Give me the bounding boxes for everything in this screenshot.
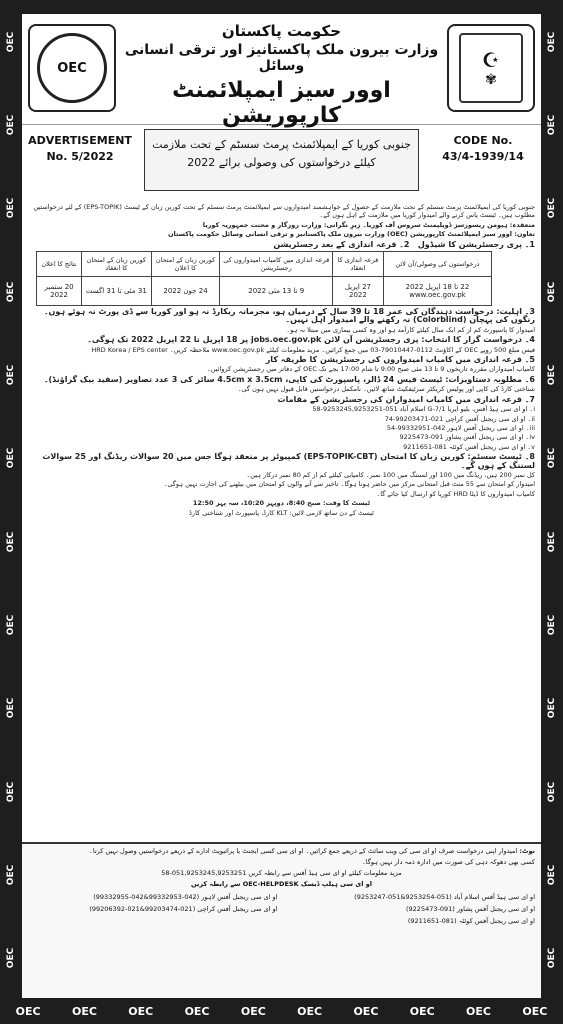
timing-text: ٹیسٹ کے دن ساتھ لازمی لائیں: KLT کارڈ، پاسپورٹ اور شناختی کارڈ — [189, 508, 374, 517]
side-label: OEC — [6, 198, 16, 219]
intro-text: جنوبی کوریا کی ایمپلائمنٹ پرمٹ سسٹم کے تحت ملازمت کے حصول کے خواہشمند امیدواروں سے ایمپلائمنٹ پرمٹ سسٹم کے تحت کورین زبان کے ٹیسٹ (EPS-TOPIK) کے لئے درخواستیں مطلوب ہیں۔ ٹیسٹ پاس کرنے والے امیدوار کوریا میں ملازمت کے اہل ہوں گے۔ — [33, 203, 535, 220]
crest-icon: ☪ ✾ — [459, 33, 523, 103]
bottom-label: OEC — [240, 1004, 266, 1018]
corporation-title: اوور سیز ایمپلائمنٹ کارپوریشن — [172, 78, 391, 128]
side-label: OEC — [547, 364, 557, 386]
side-label: OEC — [6, 114, 16, 136]
lottery-text: کامیاب امیدواران مقررہ تاریخوں 9 تا 13 مئی صبح 9:00 تا شام 17:00 بجے تک OEC کے دفاتر میں رجسٹریشن کروائیں۔ — [206, 365, 535, 374]
list-item: او ای سی ریجنل آفس لاہور (042-99332953&042-99332955) — [93, 893, 278, 901]
side-border-right — [541, 0, 563, 1000]
title-line: جنوبی کوریا کے ایمپلائمنٹ پرمٹ سسٹم کے تحت ملازمت — [152, 138, 411, 151]
side-label: OEC — [6, 31, 16, 52]
organizer-text: منعقدہ: ہیومن ریسورسز ڈویلپمنٹ سروس آف کوریا۔ زیرِ نگرانی: وزارت روزگار و محنت جمہوریہ کوریا — [202, 220, 535, 229]
table-row — [37, 277, 492, 306]
advertisement-text: ADVERTISEMENT — [28, 134, 132, 147]
bottom-label: OEC — [128, 1004, 154, 1018]
bottom-label: OEC — [15, 1004, 41, 1018]
advertisement-title — [144, 129, 419, 191]
header — [22, 14, 541, 128]
note-box — [22, 842, 541, 998]
advertisement-sheet — [22, 14, 541, 998]
schedule-table — [36, 251, 492, 306]
side-label: OEC — [6, 864, 16, 886]
schedule-title: 1۔ پری رجسٹریشن کا شیڈول — [417, 239, 535, 249]
oec-logo — [28, 24, 116, 112]
side-label: OEC — [6, 364, 16, 386]
bottom-label: OEC — [297, 1004, 323, 1018]
code-label — [429, 133, 537, 165]
office-list — [28, 893, 535, 926]
eligibility-heading: 3۔ اہلیت: درخواست دہندگان کی عمر 18 تا 39 سال کے درمیان ہو، مجرمانہ ریکارڈ نہ ہو اور کوریا سے ڈی پورٹ نہ ہوئے ہوں۔ رنگوں کی پہچان (Colorblind) نہ رکھنے والے امیدوار اہل نہیں۔ — [43, 307, 535, 325]
side-label: OEC — [547, 948, 557, 969]
table-header-cell: کورین زبان کے امتحان کا انعقاد — [82, 252, 151, 277]
lottery-heading: 5۔ قرعہ اندازی میں کامیاب امیدواروں کی رجسٹریشن کا طریقہ کار — [265, 355, 535, 365]
table-header-cell: کورین زبان کے امتحان کا اعلان — [151, 252, 220, 277]
bottom-border — [0, 998, 563, 1024]
bottom-label: OEC — [466, 1004, 491, 1018]
side-label: OEC — [6, 448, 16, 469]
list-item: او ای سی ہیڈ آفس اسلام آباد (051-9253254&051-9253247) — [354, 893, 535, 901]
side-label: OEC — [6, 698, 16, 719]
test-text: کامیاب امیدواروں کا ڈیٹا HRD کوریا کو ارسال کیا جائے گا۔ — [376, 489, 535, 498]
note-line: مزید معلومات کیلئے او ای سی ہیڈ آفس سے رابطہ کریں 051,9253245,9253251-58 — [161, 869, 402, 877]
oec-logo-icon: OEC — [37, 33, 107, 103]
eligibility-text: امیدوار کا پاسپورٹ کم از کم ایک سال کیلئے کارآمد ہو اور وہ کسی بیماری میں مبتلا نہ ہو۔ — [286, 325, 535, 334]
note-label: نوٹ: — [519, 847, 535, 855]
table-cell: 31 مئی تا 31 اگست — [82, 277, 151, 306]
centers-heading: 7۔ قرعہ اندازی میں کامیاب امیدواران کی رجسٹریشن کے مقامات — [277, 394, 535, 404]
bottom-label: OEC — [353, 1004, 379, 1018]
side-label: OEC — [6, 614, 16, 636]
note-line: امیدوار اپنی درخواست صرف او ای سی کی ویب سائٹ کے ذریعے جمع کرائیں۔ او ای سی کسی ایجنٹ یا پرائیویٹ ادارے کے ذریعے درخواستیں وصول نہیں کرتا۔ — [89, 847, 518, 855]
advertisement-body — [22, 203, 541, 517]
side-label: OEC — [547, 698, 557, 719]
test-heading: 8۔ ٹیسٹ سسٹم: کورین زبان کا امتحان (EPS-TOPIK-CBT) کمپیوٹر پر منعقد ہوگا جس میں 20 سوالات ریڈنگ اور 25 سوالات لسننگ کے ہوں گے۔ — [42, 452, 535, 470]
table-cell: 22 تا 18 اپریل 2022 www.oec.gov.pk — [383, 277, 491, 306]
side-label: OEC — [6, 781, 16, 802]
side-label: OEC — [6, 948, 16, 969]
table-cell: 24 جون 2022 — [151, 277, 220, 306]
list-item: i۔ او ای سی ہیڈ آفس، بلیو ایریا G-7/1 اسلام آباد 051-9253245,9253251-58 — [312, 405, 535, 414]
lottery-title: 2۔ قرعہ اندازی کے بعد رجسٹریشن — [273, 239, 410, 249]
table-header-cell: قرعہ اندازی میں کامیاب امیدواروں کی رجسٹریشن — [220, 252, 332, 277]
note-line: کسی بھی دھوکہ دہی کی صورت میں ادارہ ذمہ دار نہیں ہوگا۔ — [361, 858, 535, 866]
side-label: OEC — [6, 531, 16, 552]
table-header-cell: درخواستوں کی وصولی/آن لائن — [383, 252, 491, 277]
test-text: کل نمبر 200 ہیں، ریڈنگ میں 100 اور لسننگ میں 100 نمبر۔ کامیابی کیلئے کم از کم 80 نمبر درکار ہیں۔ — [246, 470, 535, 479]
code-value: 43/4-1939/14 — [442, 150, 524, 163]
side-label: OEC — [6, 281, 16, 302]
advertisement-label — [26, 133, 134, 165]
table-cell: 20 ستمبر 2022 — [37, 277, 82, 306]
header-text — [122, 20, 441, 132]
list-item: او ای سی ریجنل آفس کراچی (021-99203474&021-99206392) — [89, 905, 278, 913]
side-label: OEC — [547, 281, 557, 302]
helpdesk-text: او ای سی ہیلپ ڈیسک OEC-HELPDESK سے رابطہ کریں — [191, 880, 372, 888]
list-item: v۔ او ای سی ریجنل آفس کوئٹہ 081-9211651 — [403, 442, 535, 451]
apply-heading: 4۔ درخواست گزار کا انتخاب: پری رجسٹریشن آن لائن jobs.oec.gov.pk پر 18 اپریل تا 22 اپریل 2022 تک ہوگی۔ — [87, 335, 535, 345]
table-header-row — [37, 252, 492, 277]
bottom-label: OEC — [522, 1004, 548, 1018]
govt-emblem — [447, 24, 535, 112]
ministry-title: وزارت بیرون ملک پاکستانیز اور ترقی انسانی وسائل — [124, 42, 439, 74]
schedule-heading — [28, 241, 535, 249]
side-label: OEC — [547, 448, 557, 469]
side-border-left — [0, 0, 22, 1000]
cooperation-text: تعاون: اوور سیز ایمپلائمنٹ کارپوریشن (OEC) وزارت بیرون ملک پاکستانیز و ترقی انسانی وسائل حکومت پاکستان — [167, 230, 535, 239]
docs-text: شناختی کارڈ کی کاپی اور پولیس کریکٹر سرٹیفکیٹ ساتھ لائیں۔ نامکمل درخواستیں قابل قبول نہیں ہوں گی۔ — [237, 385, 535, 394]
bottom-label: OEC — [409, 1004, 435, 1018]
test-text: امیدوار کو امتحان سے 55 منٹ قبل امتحانی مرکز میں حاضر ہونا ہوگا۔ تاخیر سے آنے والوں کو امتحان میں بیٹھنے کی اجازت نہیں ہوگی۔ — [163, 480, 535, 489]
list-item: iii۔ او ای سی ریجنل آفس لاہور 042-99332951-54 — [386, 423, 535, 432]
bottom-label: OEC — [71, 1004, 97, 1018]
side-label: OEC — [547, 531, 557, 552]
govt-title: حکومت پاکستان — [221, 22, 342, 40]
bottom-label: OEC — [184, 1004, 210, 1018]
list-item: او ای سی ریجنل آفس پشاور (091-9225473) — [405, 905, 535, 913]
timing-text: ٹیسٹ کا وقت: صبح 8:40، دوپہر 10:20، سہ پہر 12:50 — [192, 499, 371, 508]
list-item: ii۔ او ای سی ریجنل آفس کراچی 021-99203471-74 — [384, 414, 535, 423]
list-item: او ای سی ریجنل آفس کوئٹہ (081-9211651) — [407, 917, 535, 925]
title-line: کیلئے درخواستوں کی وصولی برائے 2022 — [187, 156, 376, 169]
note-text — [28, 847, 535, 856]
code-heading: CODE No. — [453, 134, 513, 147]
docs-heading: 6۔ مطلوبہ دستاویزات: ٹیسٹ فیس 24 ڈالر، پاسپورٹ کی کاپی، 4.5cm x 3.5cm سائز کی 3 عدد تصاویر (سفید بیک گراؤنڈ)۔ — [43, 374, 535, 384]
advertisement-number: No. 5/2022 — [46, 150, 114, 163]
table-cell: 27 اپریل 2022 — [332, 277, 383, 306]
table-header-cell: نتائج کا اعلان — [37, 252, 82, 277]
side-label: OEC — [547, 864, 557, 886]
advertisement-row — [22, 125, 541, 203]
list-item: iv۔ او ای سی ریجنل آفس پشاور 091-9225473 — [399, 433, 535, 442]
side-label: OEC — [547, 114, 557, 136]
table-cell: 9 تا 13 مئی 2022 — [220, 277, 332, 306]
table-header-cell: قرعہ اندازی کا انعقاد — [332, 252, 383, 277]
side-label: OEC — [547, 198, 557, 219]
side-label: OEC — [547, 781, 557, 802]
fee-text: فیس مبلغ 500 روپے OEC کے اکاؤنٹ 0112-79010447-03 میں جمع کرائیں۔ مزید معلومات کیلئے www.oec.gov.pk ملاحظہ کریں۔ HRD Korea / EPS center — [91, 345, 535, 354]
side-label: OEC — [547, 31, 557, 52]
side-label: OEC — [547, 614, 557, 636]
